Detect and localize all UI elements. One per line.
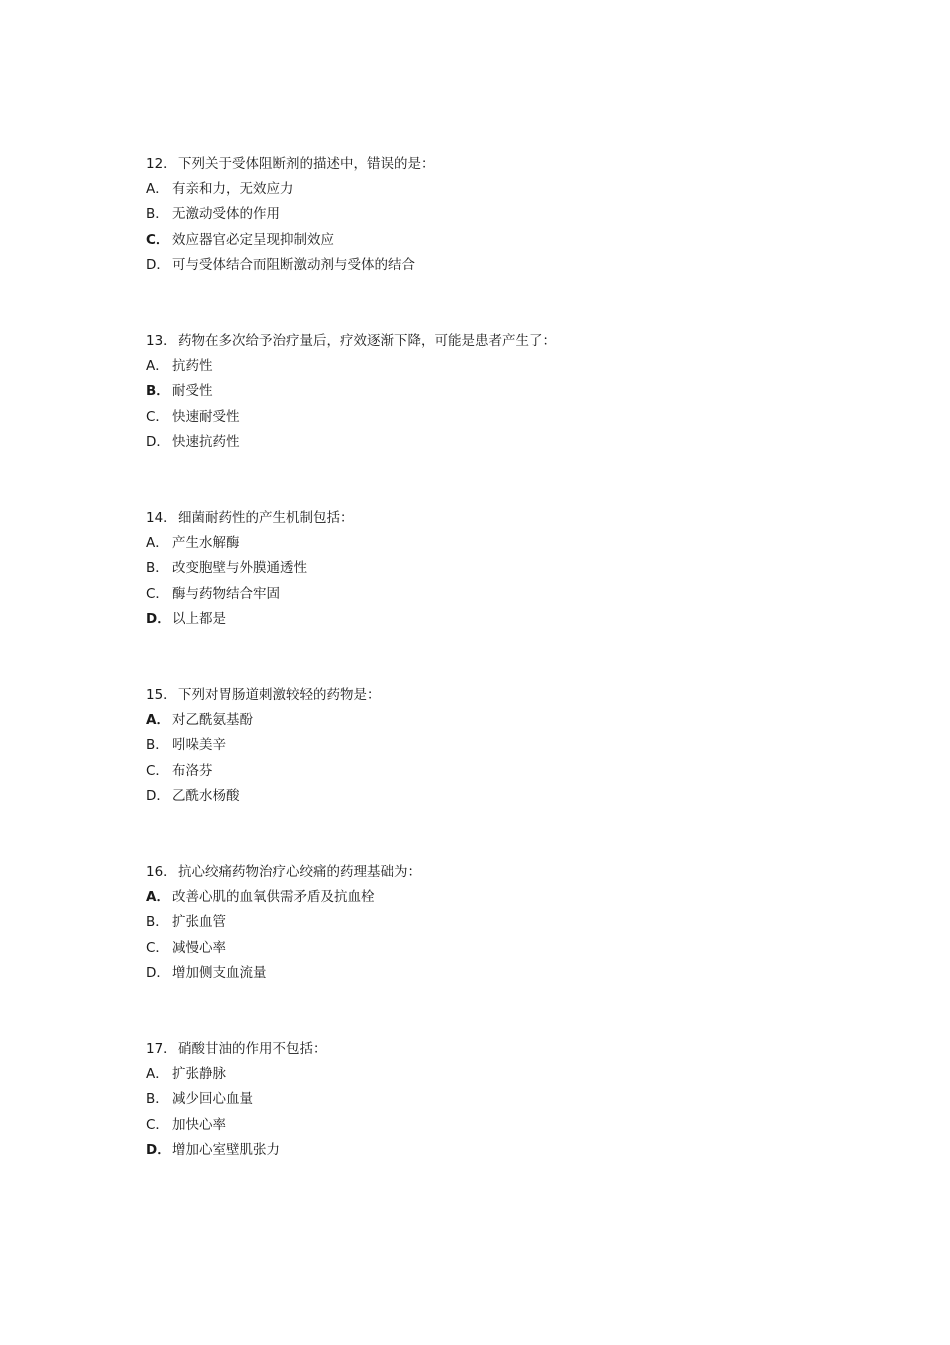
option-text: 抗药性 [172,358,213,375]
option-d [146,253,846,278]
question-stem [146,506,846,531]
question-16 [146,860,846,1037]
question-text: 下列关于受体阻断剂的描述中，错误的是： [178,156,435,172]
question-number: 15． [146,687,177,703]
option-letter-answer: B． [146,383,170,400]
question-17 [146,1037,846,1214]
option-letter-answer: D． [146,1141,171,1158]
option-c [146,1113,846,1138]
option-d [146,1138,846,1163]
option-a [146,354,846,379]
option-letter: B． [146,914,169,931]
option-letter: D． [146,256,170,273]
question-text: 药物在多次给予治疗量后，疗效逐渐下降，可能是患者产生了： [178,333,556,349]
question-text: 细菌耐药性的产生机制包括： [178,510,354,526]
option-b [146,910,846,935]
option-letter: A． [146,1066,169,1083]
option-letter: B． [146,1091,169,1108]
option-letter: C． [146,762,169,779]
option-a [146,531,846,556]
option-letter: B． [146,560,169,577]
option-letter: B． [146,737,169,754]
option-text: 扩张血管 [172,914,226,931]
option-text: 快速耐受性 [172,408,240,425]
option-text: 无激动受体的作用 [172,206,280,223]
option-d [146,784,846,809]
option-d [146,961,846,986]
option-letter-answer: D． [146,610,171,627]
question-number: 13． [146,333,177,349]
option-d [146,607,846,632]
question-13 [146,329,846,506]
option-letter: C． [146,1116,169,1133]
question-list [146,152,846,1214]
option-b [146,202,846,227]
question-stem [146,683,846,708]
option-letter: D． [146,433,170,450]
option-text: 加快心率 [172,1116,226,1133]
option-b [146,1087,846,1112]
option-a [146,708,846,733]
option-letter: C． [146,408,169,425]
question-number: 17． [146,1041,177,1057]
option-text: 扩张静脉 [172,1066,226,1083]
option-a [146,885,846,910]
option-b [146,379,846,404]
option-c [146,582,846,607]
option-text: 以上都是 [172,610,226,627]
question-14 [146,506,846,683]
option-d [146,430,846,455]
option-b [146,733,846,758]
question-number: 16． [146,864,177,880]
option-c [146,936,846,961]
option-letter-answer: C． [146,231,170,248]
question-number: 14． [146,510,177,526]
question-15 [146,683,846,860]
question-text: 抗心绞痛药物治疗心绞痛的药理基础为： [178,864,421,880]
option-letter: C． [146,939,169,956]
option-text: 乙酰水杨酸 [172,787,240,804]
option-text: 耐受性 [172,383,213,400]
option-text: 改变胞壁与外膜通透性 [172,560,307,577]
option-text: 减慢心率 [172,939,226,956]
option-letter: A． [146,181,169,198]
option-a [146,177,846,202]
option-c [146,759,846,784]
option-text: 快速抗药性 [172,433,240,450]
option-letter: D． [146,964,170,981]
option-c [146,405,846,430]
option-letter: D． [146,787,170,804]
option-letter-answer: A． [146,712,170,729]
option-letter: B． [146,206,169,223]
option-text: 效应器官必定呈现抑制效应 [172,231,334,248]
option-text: 吲哚美辛 [172,737,226,754]
option-b [146,556,846,581]
question-number: 12． [146,156,177,172]
question-text: 硝酸甘油的作用不包括： [178,1041,327,1057]
option-text: 减少回心血量 [172,1091,253,1108]
option-text: 布洛芬 [172,762,213,779]
question-12 [146,152,846,329]
option-letter: A． [146,358,169,375]
question-stem [146,329,846,354]
option-text: 增加侧支血流量 [172,964,267,981]
question-stem [146,152,846,177]
option-text: 产生水解酶 [172,535,240,552]
option-text: 对乙酰氨基酚 [172,712,253,729]
option-letter: C． [146,585,169,602]
option-letter-answer: A． [146,889,170,906]
option-text: 可与受体结合而阻断激动剂与受体的结合 [172,256,415,273]
option-text: 有亲和力，无效应力 [172,181,294,198]
question-stem [146,1037,846,1062]
question-text: 下列对胃肠道刺激较轻的药物是： [178,687,381,703]
option-letter: A． [146,535,169,552]
option-text: 改善心肌的血氧供需矛盾及抗血栓 [172,889,375,906]
option-a [146,1062,846,1087]
question-stem [146,860,846,885]
option-c [146,228,846,253]
option-text: 增加心室壁肌张力 [172,1141,280,1158]
option-text: 酶与药物结合牢固 [172,585,280,602]
